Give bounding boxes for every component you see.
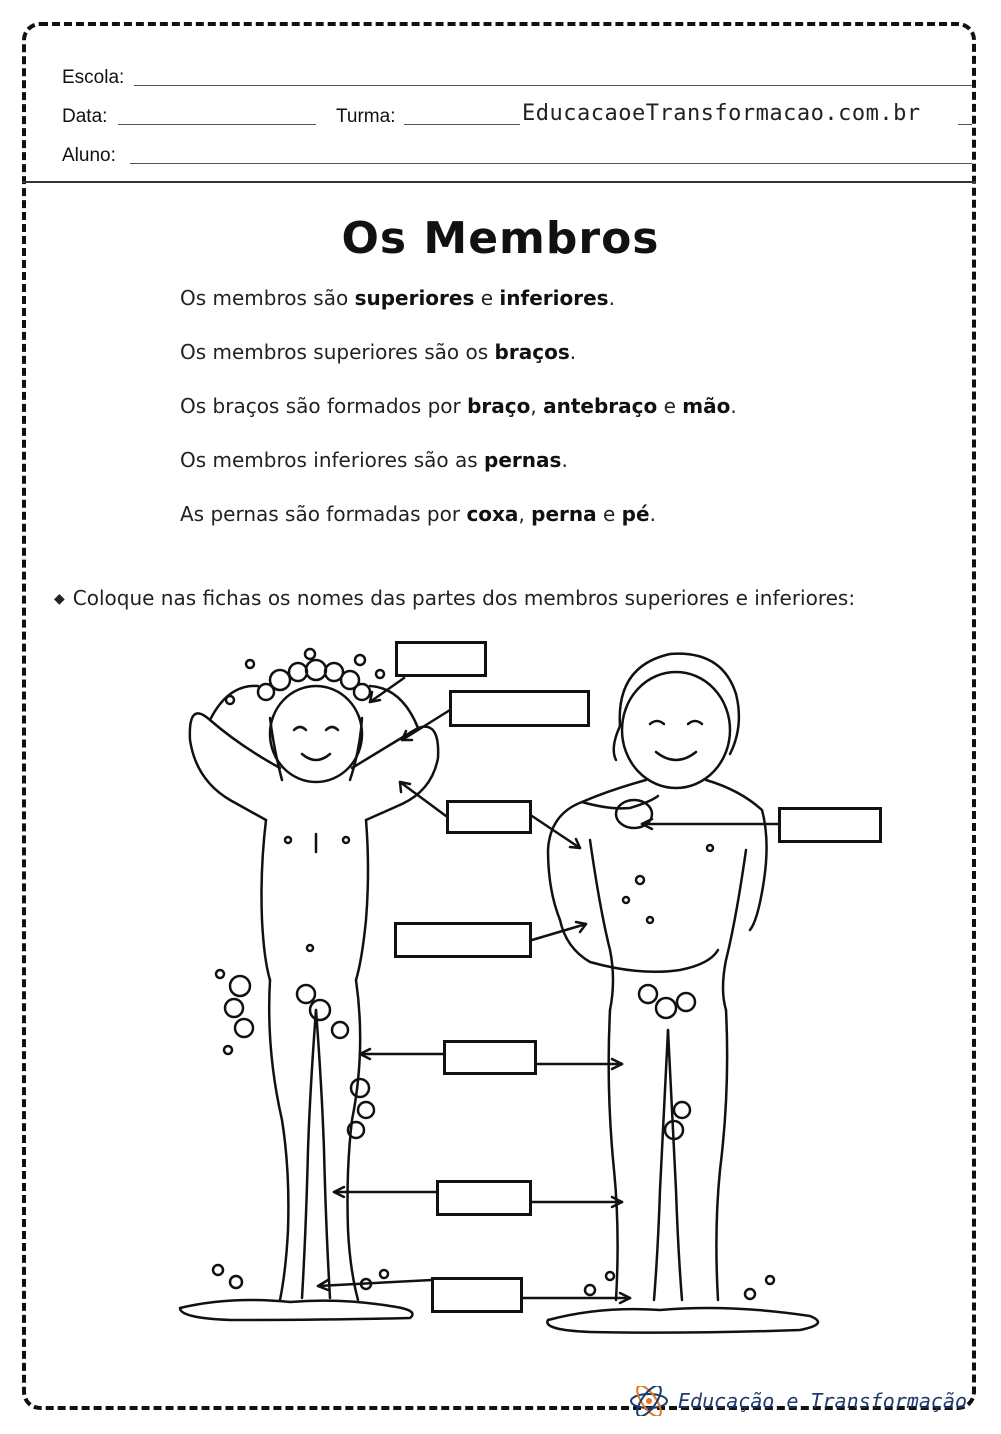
label-box-5[interactable]	[394, 922, 532, 958]
escola-line[interactable]	[134, 85, 972, 86]
label-box-3[interactable]	[446, 800, 532, 834]
paragraph-5: As pernas são formadas por coxa, perna e pé.	[180, 502, 656, 526]
label-box-6[interactable]	[443, 1040, 537, 1075]
foam-bubbles-legs	[216, 970, 374, 1138]
paragraph-2: Os membros superiores são os braços.	[180, 340, 577, 364]
label-box-4[interactable]	[778, 807, 882, 843]
label-box-2[interactable]	[449, 690, 590, 727]
site-url: EducacaoeTransformacao.com.br	[522, 101, 921, 126]
children-illustration	[170, 630, 840, 1340]
instruction: ◆ Coloque nas fichas os nomes das partes dos membros superiores e inferiores:	[54, 586, 856, 610]
aluno-label: Aluno:	[62, 145, 116, 166]
bullet-icon: ◆	[54, 591, 65, 607]
paragraph-3: Os braços são formados por braço, antebraço e mão.	[180, 394, 737, 418]
page-title: Os Membros	[341, 213, 660, 264]
paragraph-4: Os membros inferiores são as pernas.	[180, 448, 568, 472]
turma-line-end	[958, 124, 972, 125]
pointer-arrows	[318, 678, 778, 1303]
paragraph-1: Os membros são superiores e inferiores.	[180, 286, 615, 310]
turma-line[interactable]	[404, 124, 520, 125]
footer-brand	[628, 1386, 967, 1416]
child-right-figure	[547, 654, 818, 1333]
footer-brand-name: Educação e Transformação	[678, 1389, 967, 1413]
foam-bubbles-body	[623, 876, 695, 1139]
child-left-figure	[180, 649, 438, 1320]
data-label: Data:	[62, 106, 108, 127]
header-separator	[22, 181, 976, 183]
data-line[interactable]	[118, 124, 316, 125]
atom-icon	[628, 1386, 670, 1416]
turma-label: Turma:	[336, 106, 396, 127]
label-box-7[interactable]	[436, 1180, 532, 1216]
label-box-1[interactable]	[395, 641, 487, 677]
escola-label: Escola:	[62, 67, 125, 88]
label-box-8[interactable]	[431, 1277, 523, 1313]
foam-bubbles-head	[226, 649, 384, 704]
aluno-line[interactable]	[130, 163, 972, 164]
